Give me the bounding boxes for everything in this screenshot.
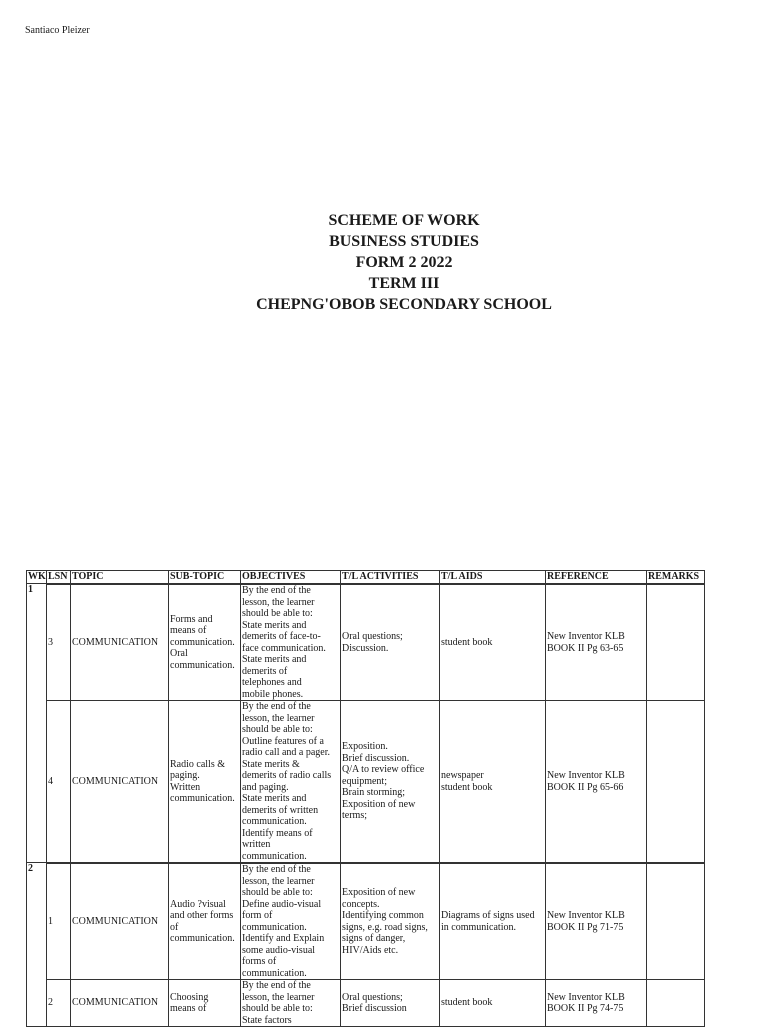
objective-line: communication. xyxy=(242,850,307,862)
lesson-number: 3 xyxy=(47,585,71,701)
table-row xyxy=(27,585,705,701)
activities-cell xyxy=(341,864,440,980)
header-subtopic: SUB-TOPIC xyxy=(169,571,241,584)
reference-line: New Inventor KLB xyxy=(547,770,625,781)
remarks-cell xyxy=(647,980,705,1027)
reference-cell xyxy=(546,864,647,980)
objective-line: lesson, the learner xyxy=(242,712,315,724)
activity-line: concepts. xyxy=(342,898,380,910)
objective-line: telephones and xyxy=(242,677,302,688)
title-line: CHEPNG'OBOB SECONDARY SCHOOL xyxy=(256,296,552,313)
objective-line: face communication. xyxy=(242,642,326,654)
header-aids: T/L AIDS xyxy=(440,571,546,584)
reference-cell xyxy=(546,980,647,1027)
activity-line: Identifying common xyxy=(342,910,424,921)
activity-line: Oral questions; xyxy=(342,991,403,1003)
aid-line: student book xyxy=(441,636,493,648)
objective-line: Define audio-visual xyxy=(242,898,322,910)
objective-line: communication. xyxy=(242,921,307,933)
header-reference: REFERENCE xyxy=(546,571,647,584)
activity-line: Brief discussion. xyxy=(342,752,410,764)
table-row xyxy=(27,701,705,863)
week-number: 2 xyxy=(27,863,47,1027)
activity-line: signs, e.g. road signs, xyxy=(342,921,428,933)
objective-line: State merits and xyxy=(242,654,307,665)
subtopic-cell xyxy=(169,585,241,701)
document-title xyxy=(0,210,768,315)
remarks-cell xyxy=(647,585,705,701)
header-activities: T/L ACTIVITIES xyxy=(341,571,440,584)
objective-line: communication. xyxy=(242,967,307,979)
aids-cell xyxy=(440,980,546,1027)
reference-line: BOOK II Pg 74-75 xyxy=(547,1003,624,1014)
header-topic: TOPIC xyxy=(71,571,169,584)
objective-line: form of xyxy=(242,910,273,921)
remarks-cell xyxy=(647,701,705,863)
objective-line: forms of xyxy=(242,956,277,967)
objective-line: demerits of radio calls xyxy=(242,770,332,781)
activity-line: Exposition of new xyxy=(342,887,416,898)
subtopic-cell xyxy=(169,980,241,1027)
objective-line: and paging. xyxy=(242,781,289,793)
aids-cell xyxy=(440,701,546,863)
objective-line: should be able to: xyxy=(242,608,313,619)
topic-cell: COMMUNICATION xyxy=(71,585,169,701)
lesson-number: 2 xyxy=(47,980,71,1027)
activity-line: equipment; xyxy=(342,775,387,787)
subtopic-line: of xyxy=(170,921,179,933)
subtopic-line: Choosing xyxy=(170,991,209,1003)
activity-line: signs of danger, xyxy=(342,933,406,944)
subtopic-line: communication. xyxy=(170,659,235,671)
week-number: 1 xyxy=(27,584,47,863)
reference-cell xyxy=(546,701,647,863)
subtopic-line: Radio calls & xyxy=(170,758,225,770)
objective-line: State factors xyxy=(242,1014,292,1026)
header-remarks: REMARKS xyxy=(647,571,705,584)
activity-line: Exposition of new xyxy=(342,798,416,810)
objective-line: lesson, the learner xyxy=(242,991,315,1003)
remarks-cell xyxy=(647,864,705,980)
subtopic-line: Audio ?visual xyxy=(170,898,226,910)
activities-cell xyxy=(341,585,440,701)
activity-line: Discussion. xyxy=(342,642,389,654)
subtopic-line: communication. xyxy=(170,636,235,648)
activity-line: Brain storming; xyxy=(342,787,406,799)
aid-line: student book xyxy=(441,781,493,793)
table-row xyxy=(27,980,705,1027)
objective-line: should be able to: xyxy=(242,724,313,735)
objective-line: some audio-visual xyxy=(242,944,316,956)
subtopic-cell xyxy=(169,701,241,863)
activity-line: Q/A to review office xyxy=(342,764,425,776)
subtopic-line: paging. xyxy=(170,770,200,781)
objective-line: radio call and a pager. xyxy=(242,747,331,758)
reference-line: New Inventor KLB xyxy=(547,910,625,921)
reference-line: BOOK II Pg 71-75 xyxy=(547,921,624,933)
objective-line: Outline features of a xyxy=(242,735,324,747)
objective-line: communication. xyxy=(242,816,307,827)
objectives-cell xyxy=(241,864,341,980)
objective-line: By the end of the xyxy=(242,980,311,991)
subtopic-line: communication. xyxy=(170,793,235,804)
aid-line: student book xyxy=(441,997,493,1009)
activities-cell xyxy=(341,980,440,1027)
header-wk: WK xyxy=(28,571,46,583)
table-row xyxy=(27,864,705,980)
table-header-row xyxy=(27,571,705,584)
title-line: FORM 2 2022 xyxy=(355,254,453,271)
reference-line: BOOK II Pg 65-66 xyxy=(547,781,624,793)
objectives-cell xyxy=(241,585,341,701)
objective-line: demerits of written xyxy=(242,804,319,816)
subtopic-line: communication. xyxy=(170,933,235,944)
objective-line: written xyxy=(242,839,271,850)
objective-line: should be able to: xyxy=(242,1003,313,1014)
lesson-number: 1 xyxy=(47,864,71,980)
subtopic-line: Forms and xyxy=(170,613,213,625)
subtopic-line: means of xyxy=(170,1003,207,1014)
objective-line: lesson, the learner xyxy=(242,596,315,608)
activities-cell xyxy=(341,701,440,863)
subtopic-line: Written xyxy=(170,781,201,793)
subtopic-line: and other forms xyxy=(170,910,234,921)
objective-line: should be able to: xyxy=(242,887,313,898)
title-line: BUSINESS STUDIES xyxy=(329,233,479,250)
subtopic-line: means of xyxy=(170,625,207,637)
reference-cell xyxy=(546,585,647,701)
subtopic-cell xyxy=(169,864,241,980)
activity-line: Exposition. xyxy=(342,741,388,753)
reference-line: BOOK II Pg 63-65 xyxy=(547,642,624,654)
reference-line: New Inventor KLB xyxy=(547,631,625,642)
topic-cell: COMMUNICATION xyxy=(71,864,169,980)
aids-cell xyxy=(440,585,546,701)
objective-line: By the end of the xyxy=(242,585,311,596)
objective-line: State merits and xyxy=(242,793,307,804)
activity-line: Brief discussion xyxy=(342,1003,407,1014)
reference-line: New Inventor KLB xyxy=(547,991,625,1003)
aids-cell xyxy=(440,864,546,980)
objective-line: lesson, the learner xyxy=(242,875,315,887)
aid-line: in communication. xyxy=(441,921,516,933)
objective-line: State merits & xyxy=(242,758,300,770)
objectives-cell xyxy=(241,701,341,863)
objective-line: demerits of face-to- xyxy=(242,631,321,642)
objective-line: Identify means of xyxy=(242,827,313,839)
aid-line: newspaper xyxy=(441,770,484,781)
objective-line: By the end of the xyxy=(242,701,311,712)
title-line: SCHEME OF WORK xyxy=(328,212,480,229)
activity-line: terms; xyxy=(342,810,367,822)
lesson-number: 4 xyxy=(47,701,71,863)
document-author: Santiaco Pleizer xyxy=(25,25,90,36)
objective-line: demerits of xyxy=(242,665,288,677)
title-line: TERM III xyxy=(368,275,440,292)
aid-line: Diagrams of signs used xyxy=(441,910,535,921)
objective-line: By the end of the xyxy=(242,864,311,875)
subtopic-line: Oral xyxy=(170,648,188,660)
activity-line: HIV/Aids etc. xyxy=(342,944,399,956)
topic-cell: COMMUNICATION xyxy=(71,701,169,863)
header-lsn: LSN xyxy=(47,571,71,584)
objective-line: mobile phones. xyxy=(242,688,304,700)
topic-cell: COMMUNICATION xyxy=(71,980,169,1027)
activity-line: Oral questions; xyxy=(342,631,403,642)
header-objectives: OBJECTIVES xyxy=(241,571,341,584)
objectives-cell xyxy=(241,980,341,1027)
objective-line: Identify and Explain xyxy=(242,933,325,944)
objective-line: State merits and xyxy=(242,619,307,631)
scheme-of-work-table xyxy=(26,570,705,1027)
